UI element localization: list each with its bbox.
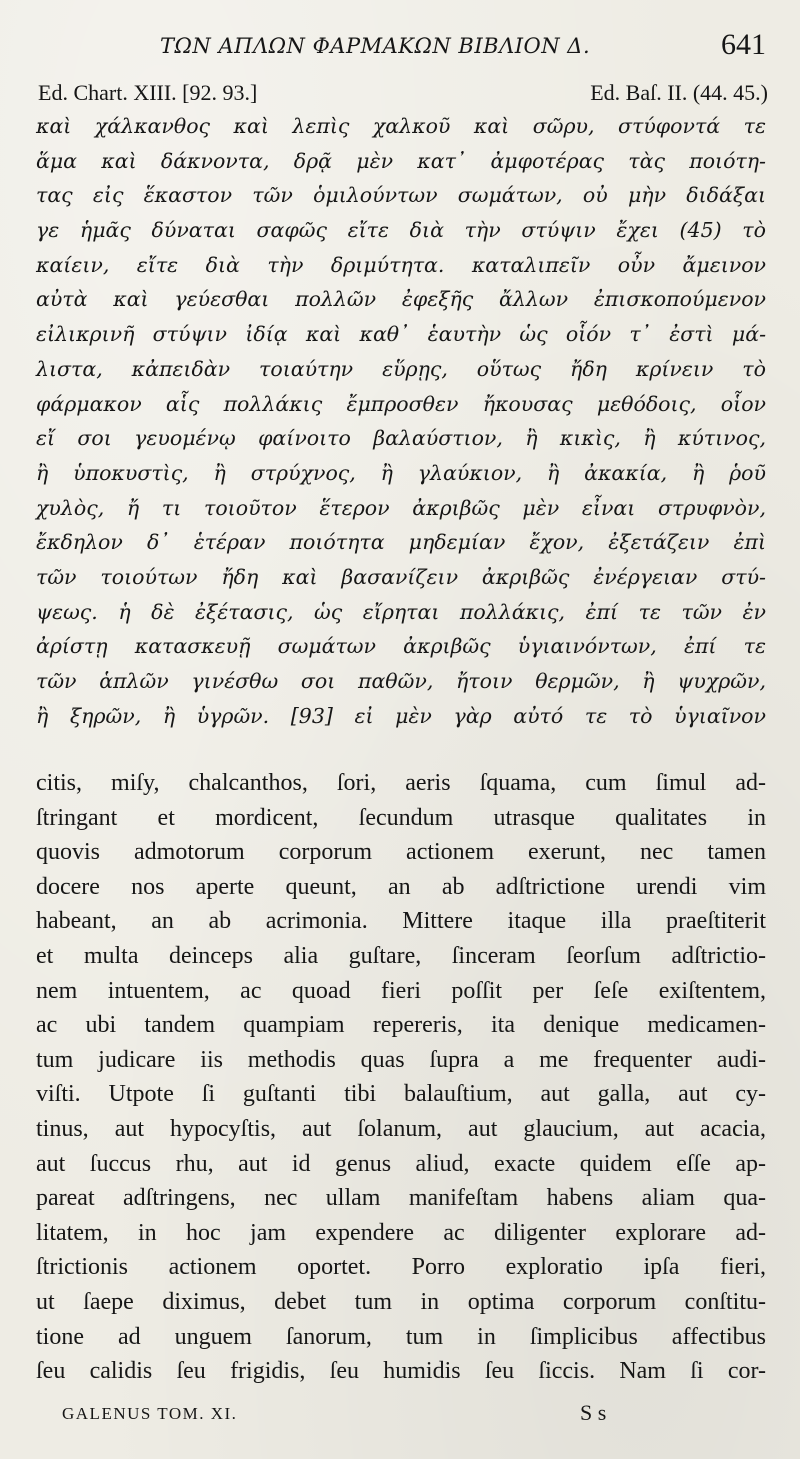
latin-line: viſti. Utpote ſi guſtanti tibi balauſtium, aut galla, aut cy-	[36, 1081, 766, 1108]
latin-line: citis, miſy, chalcanthos, ſori, aeris ſquama, cum ſimul ad-	[36, 770, 766, 796]
latin-line: ſeu calidis ſeu frigidis, ſeu humidis ſeu ſiccis. Nam ſi cor-	[36, 1358, 766, 1385]
page-number: 641	[721, 28, 766, 61]
latin-line: nem intuentem, ac quoad fieri poſſit per ſeſe exiſtentem,	[36, 977, 766, 1004]
greek-line: καὶ χάλκανθος καὶ λεπὶς χαλκοῦ καὶ σῶρυ, στύφοντά τε	[36, 114, 766, 138]
latin-line: aut ſuccus rhu, aut id genus aliud, exacte quidem eſſe ap-	[36, 1150, 766, 1177]
footer-signature: GALENUS TOM. XI.	[62, 1404, 238, 1423]
signature-mark: S s	[580, 1400, 607, 1425]
latin-line: ac ubi tandem quampiam repereris, ita denique medicamen-	[36, 1012, 766, 1039]
greek-line: φάρμακον αἷς πολλάκις ἔμπροσθεν ἤκουσας μεθόδοις, οἷον	[36, 391, 766, 416]
latin-line: ut ſaepe diximus, debet tum in optima corporum conſtitu-	[36, 1288, 766, 1315]
latin-text-block	[36, 766, 766, 1389]
greek-line: εἴ σοι γευομένῳ φαίνοιτο βαλαύστιον, ἢ κικὶς, ἢ κύτινος,	[36, 426, 766, 451]
greek-line: ψεως. ἡ δὲ ἐξέτασις, ὡς εἴρηται πολλάκις, ἐπί τε τῶν ἐν	[36, 599, 766, 624]
latin-line: litatem, in hoc jam expendere ac diligenter explorare ad-	[36, 1219, 766, 1246]
greek-line: ἀρίστῃ κατασκευῇ σωμάτων ἀκριβῶς ὑγιαινόντων, ἐπί τε	[36, 634, 766, 659]
edition-basel-reference: Ed. Baſ. II. (44. 45.)	[590, 80, 768, 105]
running-title: ΤΩΝ ΑΠΛΩΝ ΦΑΡΜΑΚΩΝ ΒΙΒΛΙΟΝ Δ.	[160, 34, 591, 58]
running-head	[0, 28, 800, 68]
greek-line: γε ἡμᾶς δύναται σαφῶς εἴτε διὰ τὴν στύψιν ἔχει (45) τὸ	[36, 218, 766, 243]
greek-line: αὐτὰ καὶ γεύεσθαι πολλῶν ἐφεξῆς ἄλλων ἐπισκοπούμενον	[36, 287, 766, 312]
latin-line: ſtringant et mordicent, ſecundum utrasque qualitates in	[36, 804, 766, 831]
latin-line: tione ad unguem ſanorum, tum in ſimplicibus affectibus	[36, 1323, 766, 1350]
latin-line: et multa deinceps alia guſtare, ſinceram ſeorſum adſtrictio-	[36, 942, 766, 969]
latin-line: pareat adſtringens, nec ullam manifeſtam habens aliam qua-	[36, 1185, 766, 1212]
latin-line: docere nos aperte queunt, an ab adſtrictione urendi vim	[36, 873, 766, 900]
latin-line: tum judicare iis methodis quas ſupra a me frequenter audi-	[36, 1046, 766, 1073]
page-footer	[0, 1400, 800, 1434]
greek-line: τῶν τοιούτων ἤδη καὶ βασανίζειν ἀκριβῶς ἐνέργειαν στύ-	[36, 564, 766, 589]
latin-line: habeant, an ab acrimonia. Mittere itaque illa praeſtiterit	[36, 908, 766, 935]
greek-line: λιστα, κἀπειδὰν τοιαύτην εὕρῃς, οὕτως ἤδη κρίνειν τὸ	[36, 356, 766, 381]
greek-text-block	[36, 109, 766, 733]
latin-line: quovis admotorum corporum actionem exerunt, nec tamen	[36, 839, 766, 866]
latin-line: tinus, aut hypocyſtis, aut ſolanum, aut glaucium, aut acacia,	[36, 1115, 766, 1142]
greek-line: εἰλικρινῆ στύψιν ἰδίᾳ καὶ καθ᾽ ἑαυτὴν ὡς οἷόν τ᾽ ἐστὶ μά-	[36, 322, 766, 347]
edition-chartier-reference: Ed. Chart. XIII. [92. 93.]	[38, 80, 258, 105]
greek-line: τῶν ἁπλῶν γινέσθω σοι παθῶν, ἤτοιν θερμῶν, ἢ ψυχρῶν,	[36, 669, 766, 693]
edition-reference-line	[0, 80, 800, 110]
greek-line: ἔκδηλον δ᾽ ἑτέραν ποιότητα μηδεμίαν ἔχον, ἐξετάζειν ἐπὶ	[36, 530, 766, 555]
greek-line: τας εἰς ἕκαστον τῶν ὁμιλούντων σωμάτων, οὐ μὴν διδάξαι	[36, 183, 766, 208]
latin-line: ſtrictionis actionem oportet. Porro exploratio ipſa fieri,	[36, 1254, 766, 1281]
greek-line: χυλὸς, ἤ τι τοιοῦτον ἕτερον ἀκριβῶς μὲν εἶναι στρυφνὸν,	[36, 495, 766, 520]
greek-line: καίειν, εἴτε διὰ τὴν δριμύτητα. καταλιπεῖν οὖν ἄμεινον	[36, 252, 766, 277]
greek-line: ἅμα καὶ δάκνοντα, δρᾷ μὲν κατ᾽ ἀμφοτέρας τὰς ποιότη-	[36, 148, 766, 173]
greek-line: ἢ ξηρῶν, ἢ ὑγρῶν. [93] εἰ μὲν γὰρ αὐτό τε τὸ ὑγιαῖνον	[36, 703, 766, 728]
greek-line: ἢ ὑποκυστὶς, ἢ στρύχνος, ἢ γλαύκιον, ἢ ἀκακία, ἢ ῥοῦ	[36, 460, 766, 485]
